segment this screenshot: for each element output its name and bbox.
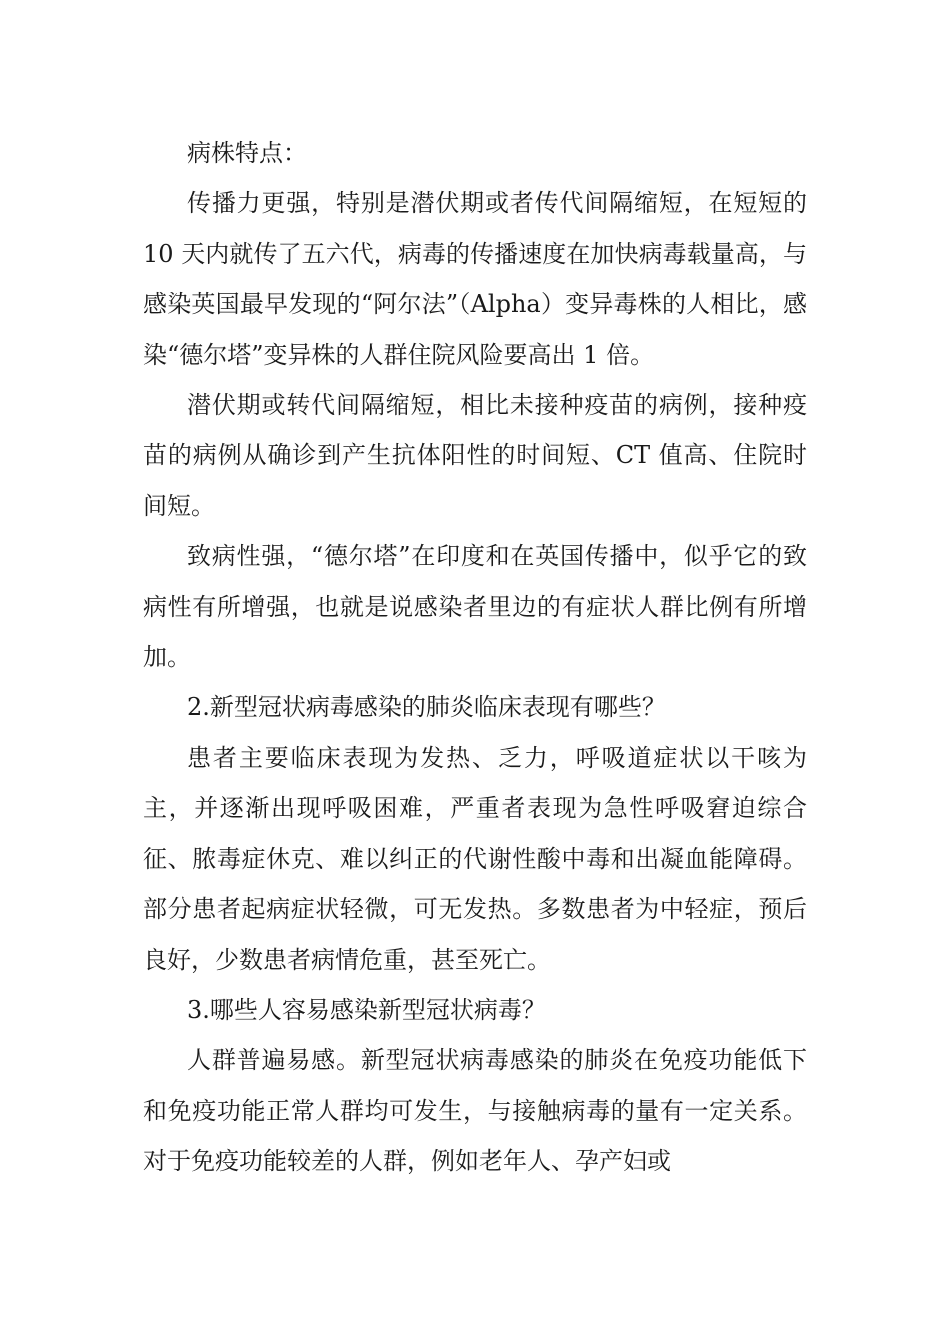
- paragraph-susceptible-population: 人群普遍易感。新型冠状病毒感染的肺炎在免疫功能低下和免疫功能正常人群均可发生，与接触病毒的量有一定关系。对于免疫功能较差的人群，例如老年人、孕产妇或: [143, 1046, 807, 1176]
- question-clinical-symptoms: 2.新型冠状病毒感染的肺炎临床表现有哪些？: [187, 693, 666, 722]
- paragraph-clinical-symptoms: 患者主要临床表现为发热、乏力，呼吸道症状以干咳为主，并逐渐出现呼吸困难，严重者表现为急性呼吸窘迫综合征、脓毒症休克、难以纠正的代谢性酸中毒和出凝血能障碍。部分患者起病症状轻微，可无发热。多数患者为中轻症，预后良好，少数患者病情危重，甚至死亡。: [143, 743, 807, 974]
- paragraph-incubation: 潜伏期或转代间隔缩短，相比未接种疫苗的病例，接种疫苗的病例从确诊到产生抗体阳性的时间短、CT 值高、住院时间短。: [143, 391, 807, 520]
- paragraph-pathogenicity: 致病性强，“德尔塔”在印度和在英国传播中，似乎它的致病性有所增强，也就是说感染者里边的有症状人群比例有所增加。: [143, 542, 807, 672]
- paragraph-transmissibility: 传播力更强，特别是潜伏期或者传代间隔缩短，在短短的 10 天内就传了五六代，病毒的传播速度在加快病毒载量高，与感染英国最早发现的“阿尔法”（Alpha）变异毒株的人相比，感染“德尔塔”变异株的人群住院风险要高出 1 倍。: [143, 189, 807, 369]
- question-susceptible-population: 3.哪些人容易感染新型冠状病毒？: [187, 995, 546, 1024]
- document-page: [143, 128, 807, 1187]
- paragraph-strain-features-heading: 病株特点：: [187, 139, 307, 167]
